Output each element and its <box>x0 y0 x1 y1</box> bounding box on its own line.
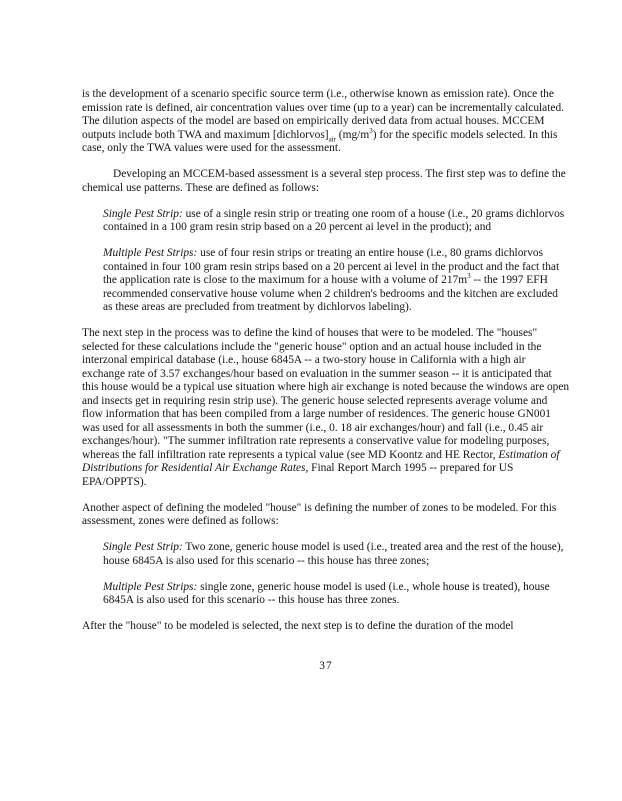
paragraph-text: After the "house" to be modeled is selected, the next step is to define the duration of the model <box>82 620 514 632</box>
paragraph-zones <box>82 502 570 529</box>
paragraph-text: Final Report March 1995 -- prepared for US EPA/OPPTS). <box>82 462 514 488</box>
paragraph-text: ) for the specific models selected. In this case, only the TWA values were used for the assessment. <box>82 128 558 154</box>
definition-text: -- the 1997 EFH recommended conservative house volume when 2 children's bedrooms and the kitchen are excluded as these areas are precluded from treatment by dichlorvos labeling). <box>103 274 558 313</box>
definition-term: Single Pest Strip: <box>103 207 183 220</box>
paragraph-source-term <box>82 88 570 156</box>
paragraph-text: Developing an MCCEM-based assessment is a several step process. The first step was to define the chemical use patterns. These are defined as follows: <box>82 168 566 194</box>
paragraph-text: The next step in the process was to define the kind of houses that were to be modeled. The "houses" selected for these calculations include the "generic house" option and an actual house included in the interzonal empirical database (i.e., house 6845A -- a two-story house in California with a high air exchange rate of 3.57 exchanges/hour based on evaluation in the summer season -- it is anticipated that this house would be a typical use situation where high air exchange is noted because the windows are open and insects get in requiring resin strip use). The generic house selected represents average volume and flow information that has been compiled from a large number of residences. The generic house GN001 was used for all assessments in both the summer (i.e., 0. 18 air exchanges/hour) and fall (i.e., 0.45 air exchanges/hour). "The summer infiltration rate represents a conservative value for modeling purposes, whereas the fall infiltration rate represents a typical value (see MD Koontz and HE Rector, <box>82 327 570 461</box>
page-number: 37 <box>319 659 333 672</box>
definition-single-pest-strip-zones <box>103 541 570 568</box>
definition-text: use of four resin strips or treating an entire house (i.e., 80 grams dichlorvos contained in four 100 gram resin strips based on a 20 percent ai level in the product and the fact that the application rate is close to the maximum for a house with a volume of 217m <box>103 247 560 286</box>
superscript-3: 3 <box>467 272 471 281</box>
superscript-3: 3 <box>369 126 373 135</box>
paragraph-duration <box>82 620 570 634</box>
definition-multiple-pest-strips-use <box>103 247 570 315</box>
paragraph-text: Another aspect of defining the modeled "house" is defining the number of zones to be modeled. For this assessment, zones were defined as follows: <box>82 501 557 527</box>
paragraph-text: is the development of a scenario specific source term (i.e., otherwise known as emission rate). Once the emission rate is defined, air concentration values over time (up to a year) can be incrementally calculated. The dilution aspects of the model are based on empirically derived data from actual houses. MCCEM outputs include both TWA and maximum [dichlorvos] <box>82 88 564 141</box>
paragraph-mccem-steps <box>82 168 570 195</box>
definition-text: use of a single resin strip or treating one room of a house (i.e., 20 grams dichlorvos contained in a 100 gram resin strip based on a 20 percent ai level in the product); and <box>103 207 565 233</box>
definition-single-pest-strip-use <box>103 208 570 235</box>
definition-term: Multiple Pest Strips: <box>103 247 198 259</box>
definition-term: Single Pest Strip: <box>103 541 183 553</box>
definition-text: Two zone, generic house model is used (i.e., treated area and the rest of the house), house 6845A is also used for this scenario -- this house has three zones; <box>103 541 564 567</box>
report-title: Estimation of Distributions for Residential Air Exchange Rates, <box>82 448 560 474</box>
paragraph-houses <box>82 327 570 489</box>
subscript-air: air <box>328 134 336 143</box>
paragraph-text: (mg/m <box>335 128 370 141</box>
definition-term: Multiple Pest Strips: <box>103 580 198 593</box>
definition-multiple-pest-strips-zones <box>103 581 570 608</box>
definition-text: single zone, generic house model is used (i.e., whole house is treated), house 6845A is also used for this scenario -- this house has three zones. <box>103 580 550 606</box>
